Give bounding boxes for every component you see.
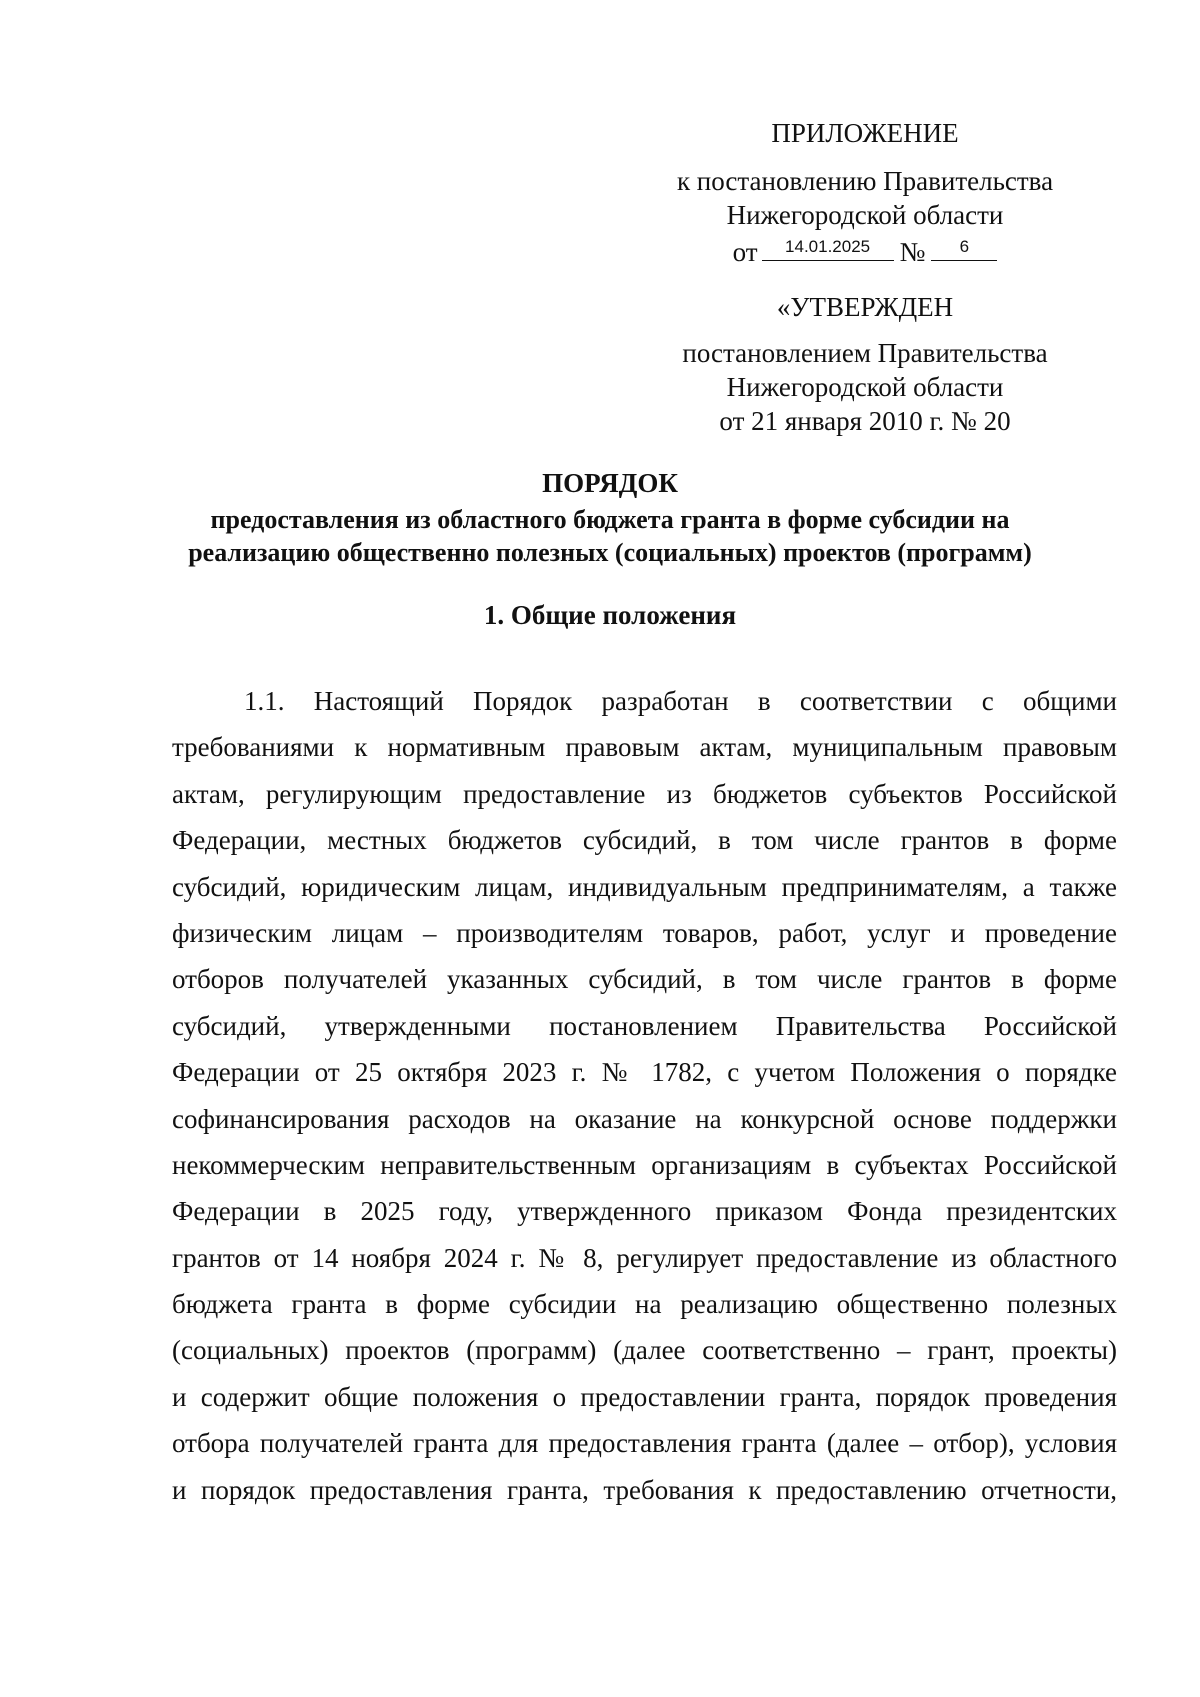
paragraph-line: (социальных) проектов (программ) (далее соответственно – грант, проекты) (172, 1335, 1117, 1366)
document-title: ПОРЯДОК (542, 468, 678, 498)
appendix-date-number-row (600, 232, 1130, 269)
paragraph-line: и порядок предоставления гранта, требования к предоставлению отчетности, (172, 1474, 1117, 1505)
appendix-reference (600, 164, 1130, 269)
date-field (762, 232, 894, 261)
paragraph-line: субсидий, утвержденными постановлением Правительства Российской (172, 1010, 1117, 1041)
number-prefix: № (899, 237, 926, 267)
appendix-ref-line-1: к постановлению Правительства (676, 166, 1054, 196)
paragraph-line: 1.1. Настоящий Порядок разработан в соответствии с общими (244, 686, 1117, 716)
paragraph-line: субсидий, юридическим лицам, индивидуальным предпринимателям, а также (172, 871, 1117, 902)
paragraph-line: Федерации в 2025 году, утвержденного приказом Фонда президентских (172, 1196, 1117, 1227)
date-value: 14.01.2025 (785, 237, 871, 256)
document-subtitle-line-2: реализацию общественно полезных (социальных) проектов (программ) (188, 538, 1032, 567)
approved-line-1: постановлением Правительства (682, 338, 1048, 368)
paragraph-line: требованиями к нормативным правовым актам, муниципальным правовым (172, 732, 1117, 763)
paragraph-line: и содержит общие положения о предоставлении гранта, порядок проведения (172, 1381, 1117, 1412)
appendix-header (600, 116, 1130, 150)
paragraph-line: отбора получателей гранта для предоставления гранта (далее – отбор), условия (172, 1428, 1117, 1459)
paragraph-line: физическим лицам – производителям товаров, работ, услуг и проведение (172, 917, 1117, 948)
approved-title: «УТВЕРЖДЕН (776, 292, 954, 322)
paragraph-line: Федерации, местных бюджетов субсидий, в том числе грантов в форме (172, 825, 1117, 856)
approved-line-3: от 21 января 2010 г. № 20 (719, 406, 1011, 436)
paragraph-line: бюджета гранта в форме субсидии на реализацию общественно полезных (172, 1289, 1117, 1320)
paragraph-line: некоммерческим неправительственным организациям в субъектах Российской (172, 1149, 1117, 1180)
number-value: 6 (959, 237, 970, 256)
document-subtitle (130, 503, 1090, 569)
section-title: 1. Общие положения (483, 600, 737, 630)
document-subtitle-line-1: предоставления из областного бюджета гранта в форме субсидии на (210, 505, 1010, 534)
number-field (931, 232, 997, 261)
paragraph-line: софинансирования расходов на оказание на конкурсной основе поддержки (172, 1103, 1117, 1134)
paragraph-line: Федерации от 25 октября 2023 г. № 1782, с учетом Положения о порядке (172, 1057, 1117, 1088)
paragraph-line: отборов получателей указанных субсидий, в том числе грантов в форме (172, 964, 1117, 995)
date-prefix: от (732, 237, 758, 267)
approved-line-2: Нижегородской области (726, 372, 1004, 402)
approved-reference (600, 336, 1130, 438)
appendix-ref-line-2: Нижегородской области (726, 200, 1004, 230)
paragraph-line: актам, регулирующим предоставление из бюджетов субъектов Российской (172, 778, 1117, 809)
paragraph-1-1 (172, 678, 1117, 1513)
appendix-title: ПРИЛОЖЕНИЕ (771, 118, 959, 148)
paragraph-line: грантов от 14 ноября 2024 г. № 8, регулирует предоставление из областного (172, 1242, 1117, 1273)
approved-header (600, 290, 1130, 324)
